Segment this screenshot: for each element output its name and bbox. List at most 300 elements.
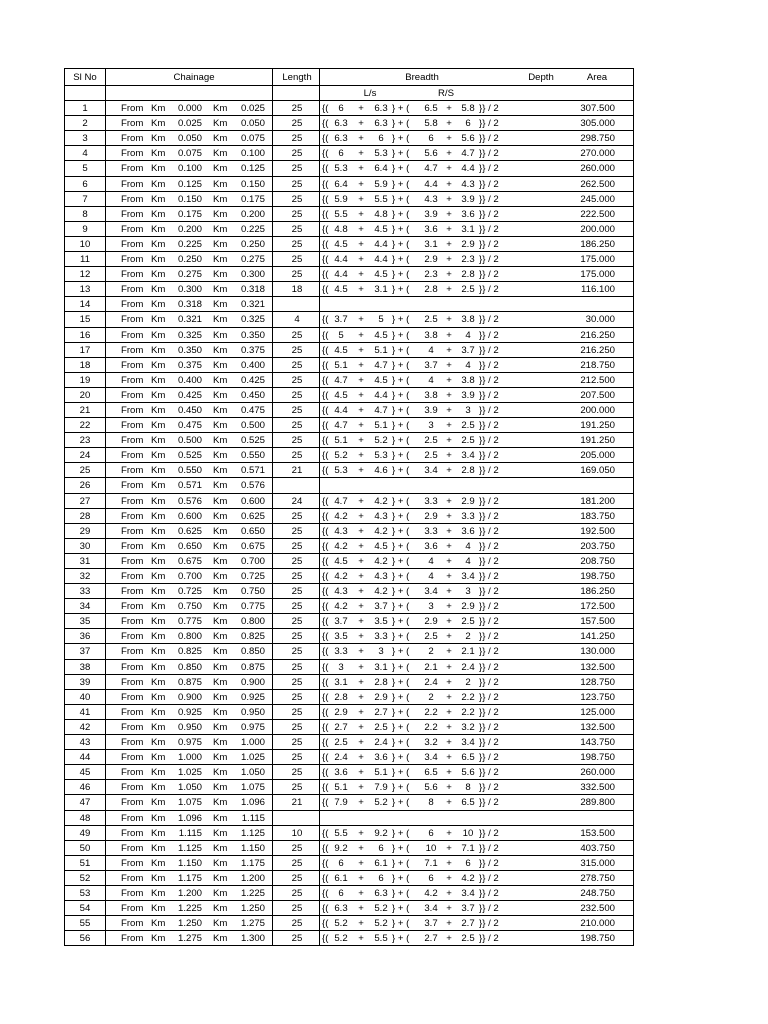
end-chainage-cell: 1.275: [240, 918, 265, 930]
ls-end-cell: 2.9: [374, 691, 388, 703]
rs-start-cell: 2.7: [424, 933, 438, 945]
length-cell: 25: [291, 193, 303, 205]
area-cell: 186.250: [580, 238, 615, 250]
start-chainage-cell: 0.425: [177, 389, 202, 401]
table-row: [65, 841, 633, 856]
km-label: Km: [151, 269, 166, 281]
km-label: Km: [151, 918, 166, 930]
area-table: [64, 68, 634, 946]
rs-end-cell: 2.8: [461, 269, 475, 281]
formula-mid: } + (: [392, 767, 410, 779]
plus-sign: +: [358, 133, 364, 145]
ls-start-cell: 4.3: [334, 525, 348, 537]
formula-close: }} / 2: [479, 404, 499, 416]
length-cell: 25: [291, 510, 303, 522]
rs-start-cell: 3.4: [424, 903, 438, 915]
start-chainage-cell: 0.400: [177, 374, 202, 386]
plus-sign: +: [446, 616, 452, 628]
ls-start-cell: 4.5: [334, 344, 348, 356]
sl-no-cell: 24: [79, 450, 91, 462]
formula-mid: } + (: [392, 918, 410, 930]
area-cell: 123.750: [580, 691, 615, 703]
ls-end-cell: 4.7: [374, 404, 388, 416]
ls-start-cell: 6.1: [334, 872, 348, 884]
ls-end-cell: 3.1: [374, 661, 388, 673]
from-label: From: [121, 631, 144, 643]
ls-end-cell: 4.5: [374, 223, 388, 235]
header-chainage: Chainage: [173, 72, 215, 83]
formula-close: }} / 2: [479, 269, 499, 281]
from-label: From: [121, 887, 144, 899]
start-chainage-cell: 0.100: [177, 163, 202, 175]
from-label: From: [121, 797, 144, 809]
table-row: [65, 494, 633, 509]
ls-start-cell: 4.4: [334, 269, 348, 281]
from-label: From: [121, 404, 144, 416]
rs-end-cell: 3.4: [461, 737, 475, 749]
km-label: Km: [151, 465, 166, 477]
plus-sign: +: [358, 254, 364, 266]
km-label: Km: [151, 525, 166, 537]
sl-no-cell: 44: [79, 752, 91, 764]
length-cell: 25: [291, 903, 303, 915]
end-chainage-cell: 1.175: [240, 857, 265, 869]
length-cell: 25: [291, 540, 303, 552]
start-chainage-cell: 0.800: [177, 631, 202, 643]
rs-end-cell: 3.9: [461, 389, 475, 401]
end-chainage-cell: 0.100: [240, 148, 265, 160]
formula-open: {(: [322, 661, 329, 673]
start-chainage-cell: 0.900: [177, 691, 202, 703]
formula-open: {(: [322, 525, 329, 537]
ls-end-cell: 5.2: [374, 903, 388, 915]
start-chainage-cell: 1.050: [177, 782, 202, 794]
table-row: [65, 931, 633, 946]
formula-mid: } + (: [392, 872, 410, 884]
from-label: From: [121, 646, 144, 658]
ls-end-cell: 3.1: [374, 284, 388, 296]
formula-open: {(: [322, 721, 329, 733]
km-label: Km: [213, 872, 228, 884]
km-label: Km: [151, 404, 166, 416]
start-chainage-cell: 0.875: [177, 676, 202, 688]
ls-end-cell: 6.1: [374, 857, 388, 869]
km-label: Km: [213, 857, 228, 869]
ls-end-cell: 4.3: [374, 510, 388, 522]
km-label: Km: [213, 118, 228, 130]
plus-sign: +: [358, 420, 364, 432]
end-chainage-cell: 0.250: [240, 238, 265, 250]
table-row: [65, 418, 633, 433]
ls-end-cell: 4.2: [374, 495, 388, 507]
rs-start-cell: 3.9: [424, 404, 438, 416]
length-cell: 25: [291, 208, 303, 220]
formula-close: }} / 2: [479, 223, 499, 235]
length-cell: 25: [291, 752, 303, 764]
area-cell: 141.250: [580, 631, 615, 643]
formula-mid: } + (: [392, 208, 410, 220]
start-chainage-cell: 1.125: [177, 842, 202, 854]
end-chainage-cell: 0.775: [240, 601, 265, 613]
rs-end-cell: 10: [462, 827, 474, 839]
rs-start-cell: 2.5: [424, 314, 438, 326]
end-chainage-cell: 0.321: [240, 299, 265, 311]
start-chainage-cell: 1.200: [177, 887, 202, 899]
from-label: From: [121, 208, 144, 220]
formula-open: {(: [322, 872, 329, 884]
plus-sign: +: [358, 616, 364, 628]
rs-start-cell: 4.7: [424, 163, 438, 175]
sl-no-cell: 2: [82, 118, 88, 130]
rs-start-cell: 3.8: [424, 389, 438, 401]
ls-end-cell: 6: [378, 872, 384, 884]
from-label: From: [121, 495, 144, 507]
end-chainage-cell: 0.450: [240, 389, 265, 401]
plus-sign: +: [446, 420, 452, 432]
end-chainage-cell: 0.525: [240, 435, 265, 447]
rs-end-cell: 2.5: [461, 435, 475, 447]
formula-open: {(: [322, 133, 329, 145]
formula-mid: } + (: [392, 284, 410, 296]
rs-start-cell: 3.4: [424, 752, 438, 764]
km-label: Km: [213, 103, 228, 115]
ls-end-cell: 4.2: [374, 555, 388, 567]
end-chainage-cell: 0.850: [240, 646, 265, 658]
length-cell: 25: [291, 133, 303, 145]
formula-close: }} / 2: [479, 933, 499, 945]
plus-sign: +: [358, 933, 364, 945]
formula-open: {(: [322, 404, 329, 416]
ls-end-cell: 4.4: [374, 389, 388, 401]
start-chainage-cell: 0.650: [177, 540, 202, 552]
rs-start-cell: 2.5: [424, 631, 438, 643]
sl-no-cell: 38: [79, 661, 91, 673]
ls-start-cell: 3.1: [334, 676, 348, 688]
km-label: Km: [151, 389, 166, 401]
rs-end-cell: 8: [465, 782, 471, 794]
rs-end-cell: 3: [465, 586, 471, 598]
from-label: From: [121, 691, 144, 703]
table-row: [65, 599, 633, 614]
rs-start-cell: 4.3: [424, 193, 438, 205]
rs-end-cell: 4.7: [461, 148, 475, 160]
end-chainage-cell: 0.925: [240, 691, 265, 703]
formula-close: }} / 2: [479, 465, 499, 477]
plus-sign: +: [446, 118, 452, 130]
end-chainage-cell: 0.300: [240, 269, 265, 281]
plus-sign: +: [358, 857, 364, 869]
ls-end-cell: 4.5: [374, 374, 388, 386]
table-row: [65, 569, 633, 584]
km-label: Km: [213, 374, 228, 386]
rs-start-cell: 3.2: [424, 737, 438, 749]
plus-sign: +: [358, 872, 364, 884]
header-right-side: R/S: [438, 88, 454, 99]
start-chainage-cell: 0.925: [177, 706, 202, 718]
end-chainage-cell: 0.725: [240, 571, 265, 582]
ls-end-cell: 5.3: [374, 450, 388, 462]
rs-end-cell: 4: [465, 329, 471, 341]
table-row: [65, 660, 633, 675]
from-label: From: [121, 299, 144, 311]
formula-mid: } + (: [392, 389, 410, 401]
km-label: Km: [213, 616, 228, 628]
table-row: [65, 267, 633, 282]
sl-no-cell: 35: [79, 616, 91, 628]
plus-sign: +: [446, 163, 452, 175]
rs-start-cell: 2: [428, 646, 434, 658]
ls-start-cell: 4.5: [334, 284, 348, 296]
sl-no-cell: 41: [79, 706, 91, 718]
end-chainage-cell: 0.425: [240, 374, 265, 386]
area-cell: 128.750: [580, 676, 615, 688]
plus-sign: +: [358, 329, 364, 341]
formula-mid: } + (: [392, 616, 410, 628]
km-label: Km: [151, 540, 166, 552]
sl-no-cell: 25: [79, 465, 91, 477]
from-label: From: [121, 510, 144, 522]
rs-end-cell: 2.1: [461, 646, 475, 658]
km-label: Km: [213, 480, 228, 492]
ls-end-cell: 5.5: [374, 933, 388, 945]
area-cell: 191.250: [580, 420, 615, 432]
formula-open: {(: [322, 782, 329, 794]
km-label: Km: [151, 254, 166, 266]
from-label: From: [121, 616, 144, 628]
from-label: From: [121, 344, 144, 356]
km-label: Km: [151, 344, 166, 356]
plus-sign: +: [358, 223, 364, 235]
km-label: Km: [213, 299, 228, 311]
sl-no-cell: 54: [79, 903, 91, 915]
formula-mid: } + (: [392, 887, 410, 899]
plus-sign: +: [446, 103, 452, 115]
km-label: Km: [213, 661, 228, 673]
rs-start-cell: 2.9: [424, 510, 438, 522]
formula-close: }} / 2: [479, 842, 499, 854]
formula-mid: } + (: [392, 857, 410, 869]
plus-sign: +: [358, 887, 364, 899]
column-divider: [105, 68, 106, 946]
table-row: [65, 856, 633, 871]
table-row: [65, 343, 633, 358]
rs-end-cell: 2.9: [461, 601, 475, 613]
rs-start-cell: 4: [428, 571, 434, 582]
plus-sign: +: [446, 223, 452, 235]
formula-mid: } + (: [392, 314, 410, 326]
km-label: Km: [213, 450, 228, 462]
formula-close: }} / 2: [479, 872, 499, 884]
start-chainage-cell: 0.318: [177, 299, 202, 311]
area-cell: 270.000: [580, 148, 615, 160]
length-cell: 25: [291, 691, 303, 703]
formula-open: {(: [322, 269, 329, 281]
km-label: Km: [213, 903, 228, 915]
rs-end-cell: 3.4: [461, 571, 475, 582]
end-chainage-cell: 1.000: [240, 737, 265, 749]
plus-sign: +: [446, 903, 452, 915]
plus-sign: +: [446, 389, 452, 401]
ls-start-cell: 3.7: [334, 314, 348, 326]
end-chainage-cell: 0.050: [240, 118, 265, 130]
formula-mid: } + (: [392, 903, 410, 915]
area-cell: 175.000: [580, 254, 615, 266]
formula-mid: } + (: [392, 797, 410, 809]
from-label: From: [121, 254, 144, 266]
rs-start-cell: 2.8: [424, 284, 438, 296]
km-label: Km: [213, 404, 228, 416]
formula-mid: } + (: [392, 420, 410, 432]
km-label: Km: [151, 555, 166, 567]
rs-end-cell: 2.5: [461, 933, 475, 945]
length-cell: 25: [291, 389, 303, 401]
formula-mid: } + (: [392, 933, 410, 945]
table-row: [65, 886, 633, 901]
formula-close: }} / 2: [479, 344, 499, 356]
from-label: From: [121, 163, 144, 175]
length-cell: 25: [291, 178, 303, 190]
plus-sign: +: [358, 540, 364, 552]
sl-no-cell: 12: [79, 269, 91, 281]
plus-sign: +: [358, 586, 364, 598]
km-label: Km: [151, 737, 166, 749]
plus-sign: +: [358, 208, 364, 220]
from-label: From: [121, 676, 144, 688]
formula-mid: } + (: [392, 661, 410, 673]
sl-no-cell: 36: [79, 631, 91, 643]
formula-open: {(: [322, 691, 329, 703]
sl-no-cell: 8: [82, 208, 88, 220]
length-cell: 25: [291, 329, 303, 341]
start-chainage-cell: 0.075: [177, 148, 202, 160]
table-row: [65, 312, 633, 327]
km-label: Km: [151, 631, 166, 643]
plus-sign: +: [358, 510, 364, 522]
ls-end-cell: 5.2: [374, 918, 388, 930]
formula-close: }} / 2: [479, 903, 499, 915]
rs-end-cell: 4: [465, 540, 471, 552]
from-label: From: [121, 782, 144, 794]
length-cell: 25: [291, 767, 303, 779]
plus-sign: +: [446, 465, 452, 477]
rs-end-cell: 4.2: [461, 872, 475, 884]
km-label: Km: [151, 284, 166, 296]
km-label: Km: [213, 269, 228, 281]
rs-start-cell: 10: [425, 842, 437, 854]
sl-no-cell: 33: [79, 586, 91, 598]
formula-close: }} / 2: [479, 782, 499, 794]
from-label: From: [121, 661, 144, 673]
km-label: Km: [213, 842, 228, 854]
rs-end-cell: 6: [465, 857, 471, 869]
area-cell: 157.500: [580, 616, 615, 628]
end-chainage-cell: 1.150: [240, 842, 265, 854]
rs-end-cell: 5.8: [461, 103, 475, 115]
length-cell: 25: [291, 555, 303, 567]
km-label: Km: [151, 903, 166, 915]
end-chainage-cell: 0.825: [240, 631, 265, 643]
length-cell: 18: [291, 284, 303, 296]
formula-open: {(: [322, 555, 329, 567]
table-row: [65, 750, 633, 765]
plus-sign: +: [358, 661, 364, 673]
plus-sign: +: [358, 525, 364, 537]
km-label: Km: [151, 616, 166, 628]
rs-end-cell: 3.7: [461, 903, 475, 915]
km-label: Km: [151, 103, 166, 115]
table-row: [65, 690, 633, 705]
area-cell: 172.500: [580, 601, 615, 613]
km-label: Km: [213, 691, 228, 703]
length-cell: 25: [291, 148, 303, 160]
rs-end-cell: 3.7: [461, 344, 475, 356]
plus-sign: +: [358, 676, 364, 688]
table-row: [65, 584, 633, 599]
km-label: Km: [151, 299, 166, 311]
formula-mid: } + (: [392, 163, 410, 175]
plus-sign: +: [446, 887, 452, 899]
sl-no-cell: 51: [79, 857, 91, 869]
km-label: Km: [213, 525, 228, 537]
ls-start-cell: 5: [338, 329, 344, 341]
length-cell: 21: [291, 465, 303, 477]
end-chainage-cell: 1.115: [241, 812, 265, 824]
from-label: From: [121, 525, 144, 537]
sl-no-cell: 20: [79, 389, 91, 401]
formula-close: }} / 2: [479, 555, 499, 567]
formula-open: {(: [322, 601, 329, 613]
ls-end-cell: 6.3: [374, 103, 388, 115]
end-chainage-cell: 1.125: [240, 827, 265, 839]
formula-mid: } + (: [392, 193, 410, 205]
area-cell: 198.750: [580, 933, 615, 945]
ls-start-cell: 5.2: [334, 450, 348, 462]
length-cell: 25: [291, 238, 303, 250]
length-cell: 25: [291, 631, 303, 643]
formula-open: {(: [322, 903, 329, 915]
rs-start-cell: 6: [428, 827, 434, 839]
sl-no-cell: 26: [79, 480, 91, 492]
ls-start-cell: 4.7: [334, 374, 348, 386]
ls-end-cell: 4.5: [374, 329, 388, 341]
from-label: From: [121, 842, 144, 854]
area-cell: 132.500: [580, 721, 615, 733]
formula-open: {(: [322, 767, 329, 779]
length-cell: 4: [294, 314, 300, 326]
rs-end-cell: 3.3: [461, 510, 475, 522]
area-cell: 191.250: [580, 435, 615, 447]
formula-open: {(: [322, 314, 329, 326]
plus-sign: +: [446, 706, 452, 718]
km-label: Km: [151, 420, 166, 432]
start-chainage-cell: 0.500: [177, 435, 202, 447]
start-chainage-cell: 0.275: [177, 269, 202, 281]
area-cell: 278.750: [580, 872, 615, 884]
formula-mid: } + (: [392, 344, 410, 356]
plus-sign: +: [358, 359, 364, 371]
formula-open: {(: [322, 284, 329, 296]
table-row: [65, 644, 633, 659]
plus-sign: +: [446, 208, 452, 220]
length-cell: 25: [291, 601, 303, 613]
rs-end-cell: 3.8: [461, 374, 475, 386]
area-cell: 289.800: [580, 797, 615, 809]
ls-start-cell: 4.2: [334, 510, 348, 522]
plus-sign: +: [446, 344, 452, 356]
table-row: [65, 614, 633, 629]
end-chainage-cell: 1.225: [240, 887, 265, 899]
start-chainage-cell: 0.750: [177, 601, 202, 613]
